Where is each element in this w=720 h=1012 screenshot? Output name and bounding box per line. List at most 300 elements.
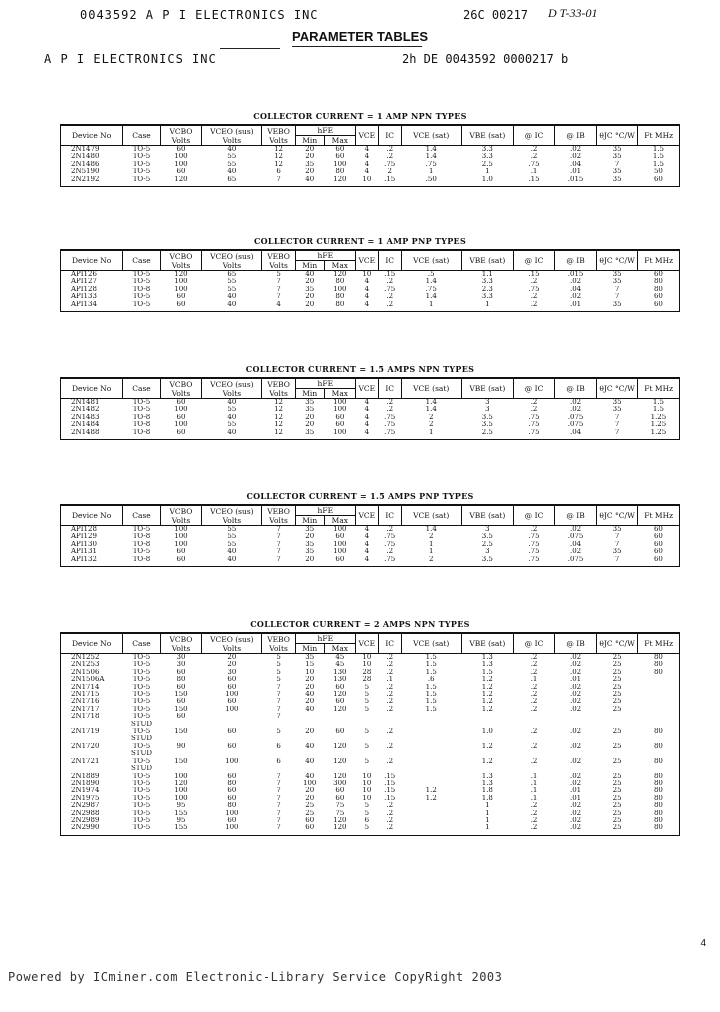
table-row — [61, 743, 680, 750]
cell-at_ib: .02 — [569, 728, 582, 736]
cell-theta: 25 — [612, 668, 622, 676]
cell-ft: 80 — [653, 742, 663, 750]
col-header-at_ic: @ IC — [513, 505, 555, 526]
cell-vcbo — [160, 721, 202, 728]
cell-ic: .75 — [384, 555, 396, 563]
cell-vceo: 60 — [227, 728, 237, 736]
cell-min: 20 — [305, 794, 315, 802]
cell-max — [324, 713, 355, 720]
cell-case: TO-5 — [132, 742, 151, 750]
cell-ft: 80 — [653, 661, 663, 669]
cell-max — [324, 721, 355, 728]
cell-at_ic: .2 — [530, 661, 538, 669]
cell-case: TO-5 — [132, 168, 151, 176]
table-row — [61, 684, 680, 691]
col-header-case: Case — [123, 505, 160, 526]
cell-vbesat: 1 — [485, 802, 490, 810]
cell-max: 130 — [333, 668, 347, 676]
cell-vceo — [202, 750, 262, 757]
cell-vcesat: 1 — [428, 300, 434, 308]
cell-vebo: 7 — [276, 698, 281, 706]
cell-vceo: 100 — [225, 824, 239, 832]
cell-vbesat: 1 — [485, 809, 490, 817]
cell-device: 2N1720 — [71, 742, 100, 750]
col-header-device: Device No — [61, 125, 123, 146]
cell-at_ib: .02 — [569, 683, 582, 691]
col-header-case: Case — [123, 633, 160, 654]
cell-theta: 35 — [612, 175, 622, 183]
cell-vebo: 5 — [276, 661, 281, 669]
header-date-stamp: D T-33-01 — [548, 6, 598, 20]
cell-vcesat — [401, 765, 461, 772]
cell-vebo: 7 — [276, 802, 281, 810]
col-header-at_ib: @ IB — [555, 633, 597, 654]
cell-case: TO-8 — [132, 428, 151, 436]
col-header-max: Max — [324, 516, 355, 526]
table-row — [61, 406, 680, 413]
cell-device: 2N2988 — [71, 809, 100, 817]
cell-at_ic: .2 — [530, 824, 538, 832]
cell-ic: .75 — [384, 285, 396, 293]
cell-vcbo: 100 — [174, 540, 188, 548]
col-header-min: Min — [295, 389, 324, 399]
cell-min: 20 — [305, 153, 315, 161]
cell-min — [295, 750, 324, 757]
cell-vbesat: 3 — [485, 398, 490, 406]
cell-at_ib: .01 — [569, 787, 582, 795]
cell-ft: 60 — [653, 270, 663, 278]
cell-min: 40 — [305, 691, 315, 699]
cell-max: 80 — [335, 293, 345, 301]
cell-theta — [596, 713, 638, 720]
cell-vceo: 40 — [227, 398, 237, 406]
table-row — [61, 721, 680, 728]
cell-vcbo: 30 — [176, 661, 186, 669]
cell-vceo: 100 — [225, 757, 239, 765]
cell-vceo: 30 — [227, 668, 237, 676]
cell-vbesat: 1.2 — [481, 705, 493, 713]
cell-theta: 7 — [614, 421, 620, 429]
cell-at_ib: .02 — [569, 525, 582, 533]
table-row — [61, 271, 680, 279]
cell-vceo: 100 — [225, 809, 239, 817]
col-header-max: Max — [324, 389, 355, 399]
cell-vce: 5 — [364, 691, 370, 699]
cell-vce: 28 — [362, 676, 372, 684]
cell-vceo: 60 — [227, 676, 237, 684]
col-header-vbesat: VBE (sat) — [461, 250, 513, 271]
cell-ic: .2 — [386, 293, 394, 301]
cell-vcesat — [401, 824, 461, 831]
cell-at_ib: .04 — [569, 428, 582, 436]
col-header-theta: θJC °C/W — [596, 378, 638, 399]
cell-vebo: 7 — [276, 713, 281, 721]
table-row — [61, 293, 680, 300]
cell-vce: 10 — [362, 653, 372, 661]
cell-at_ic: .2 — [530, 398, 538, 406]
cell-vcesat: 1 — [428, 428, 434, 436]
table-row — [61, 676, 680, 683]
parameter-table — [60, 124, 680, 187]
table-row — [61, 429, 680, 436]
cell-vceo: 40 — [227, 428, 237, 436]
cell-ft: 60 — [653, 525, 663, 533]
col-header-device: Device No — [61, 633, 123, 654]
cell-device: 2N1484 — [71, 421, 100, 429]
cell-theta: 25 — [612, 787, 622, 795]
cell-vebo: 12 — [274, 398, 284, 406]
cell-max: 120 — [333, 691, 347, 699]
table-row — [61, 399, 680, 407]
cell-vcesat: 1.2 — [425, 794, 437, 802]
cell-vce: 10 — [362, 787, 372, 795]
cell-vebo: 12 — [274, 413, 284, 421]
cell-case: TO-5 — [132, 691, 151, 699]
cell-ft: 80 — [653, 668, 663, 676]
table-row — [61, 735, 680, 742]
cell-min: 35 — [305, 428, 315, 436]
cell-vcesat: 1.5 — [425, 705, 437, 713]
cell-vebo: 7 — [276, 683, 281, 691]
cell-device: 2N1889 — [71, 772, 100, 780]
col-header-vce: VCE — [355, 250, 378, 271]
cell-max: 120 — [333, 772, 347, 780]
cell-vebo: 12 — [274, 145, 284, 153]
cell-min: 20 — [305, 683, 315, 691]
cell-at_ic: .15 — [528, 270, 540, 278]
cell-theta: 25 — [612, 794, 622, 802]
cell-case: TO-5 — [132, 705, 151, 713]
cell-vcbo: 60 — [176, 398, 186, 406]
cell-vceo: 55 — [227, 160, 237, 168]
col-header-at_ib: @ IB — [555, 505, 597, 526]
cell-device: 2N2192 — [71, 175, 100, 183]
cell-vcesat — [401, 810, 461, 817]
cell-vcbo: 60 — [176, 413, 186, 421]
cell-vbesat: 3.3 — [481, 293, 493, 301]
cell-min — [295, 765, 324, 772]
col-header-at_ic: @ IC — [513, 378, 555, 399]
cell-ic: .75 — [384, 428, 396, 436]
cell-vcesat: 1.4 — [425, 145, 437, 153]
cell-device: 2N1486 — [71, 160, 100, 168]
cell-device: API134 — [71, 300, 97, 308]
cell-vbesat — [461, 713, 513, 720]
cell-case: TO-8 — [132, 540, 151, 548]
cell-vebo: 7 — [276, 816, 281, 824]
cell-vebo: 7 — [276, 794, 281, 802]
cell-vcesat — [401, 758, 461, 765]
cell-max: 100 — [333, 160, 347, 168]
cell-at_ic — [513, 750, 555, 757]
cell-vcesat: 1 — [428, 548, 434, 556]
cell-vceo: 55 — [227, 153, 237, 161]
cell-case: TO-5 — [132, 824, 151, 832]
cell-device: 2N2987 — [71, 802, 100, 810]
cell-at_ib — [555, 765, 597, 772]
cell-vbesat: 1 — [485, 168, 490, 176]
cell-case: TO-5 — [132, 653, 151, 661]
cell-ic: .75 — [384, 413, 396, 421]
cell-vbesat: 1.3 — [481, 779, 493, 787]
cell-max: 100 — [333, 398, 347, 406]
cell-vceo: 60 — [227, 772, 237, 780]
cell-device: 2N2989 — [71, 816, 100, 824]
cell-ic — [378, 713, 401, 720]
cell-ft — [638, 698, 680, 705]
cell-at_ic: .75 — [528, 413, 540, 421]
cell-device: 2N1253 — [71, 661, 100, 669]
col-header-vce: VCE — [355, 378, 378, 399]
cell-device: API127 — [71, 278, 97, 286]
cell-at_ib: .02 — [569, 293, 582, 301]
cell-vebo: 7 — [276, 278, 281, 286]
cell-vce: 5 — [364, 742, 370, 750]
cell-min: 20 — [305, 676, 315, 684]
cell-vebo: 7 — [276, 285, 281, 293]
cell-vce: 4 — [364, 160, 370, 168]
cell-ic: .15 — [384, 794, 396, 802]
col-header-vebo: VEBO Volts — [262, 633, 295, 654]
cell-at_ib: .04 — [569, 285, 582, 293]
table-row — [61, 706, 680, 713]
col-header-vebo: VEBO Volts — [262, 125, 295, 146]
cell-ft: 80 — [653, 809, 663, 817]
cell-min: 25 — [305, 802, 315, 810]
cell-vce: 4 — [364, 398, 370, 406]
cell-at_ib: .02 — [569, 802, 582, 810]
cell-vce: 4 — [364, 413, 370, 421]
cell-ic: .2 — [386, 728, 394, 736]
cell-ft — [638, 713, 680, 720]
cell-vcbo: 90 — [176, 742, 186, 750]
cell-device: 2N5190 — [71, 168, 100, 176]
cell-vebo: 5 — [276, 653, 281, 661]
cell-min: 35 — [305, 285, 315, 293]
col-header-device: Device No — [61, 378, 123, 399]
cell-vcbo — [160, 735, 202, 742]
cell-ic: .2 — [386, 398, 394, 406]
cell-vceo: 100 — [225, 705, 239, 713]
cell-case: TO-5 — [132, 153, 151, 161]
cell-theta: 7 — [614, 555, 620, 563]
cell-vebo: 12 — [274, 153, 284, 161]
cell-vbesat: 1.1 — [481, 270, 493, 278]
cell-device — [61, 721, 123, 728]
col-header-vce: VCE — [355, 505, 378, 526]
cell-at_ic: .75 — [528, 421, 540, 429]
cell-vceo: 55 — [227, 421, 237, 429]
cell-at_ib: .02 — [569, 153, 582, 161]
cell-device: API126 — [71, 270, 97, 278]
cell-vbesat: 1.3 — [481, 661, 493, 669]
cell-ft: 80 — [653, 278, 663, 286]
cell-vcesat: 1.4 — [425, 293, 437, 301]
cell-vce: 10 — [362, 794, 372, 802]
col-header-device: Device No — [61, 505, 123, 526]
section-title: COLLECTOR CURRENT = 2 AMPS NPN TYPES — [250, 619, 470, 629]
cell-ic: .2 — [386, 525, 394, 533]
cell-min: 40 — [305, 742, 315, 750]
cell-max: 80 — [335, 168, 345, 176]
cell-at_ib: .02 — [569, 691, 582, 699]
section-title: COLLECTOR CURRENT = 1 AMP NPN TYPES — [253, 111, 467, 121]
cell-device: API128 — [71, 525, 97, 533]
cell-vcbo: 155 — [174, 824, 188, 832]
cell-vce: 4 — [364, 525, 370, 533]
cell-max — [324, 735, 355, 742]
cell-ft: 80 — [653, 802, 663, 810]
cell-vcbo: 150 — [174, 691, 188, 699]
cell-case: TO-5 — [132, 757, 151, 765]
cell-ic: .2 — [386, 406, 394, 414]
cell-vebo: 6 — [276, 742, 281, 750]
cell-ic: .2 — [386, 816, 394, 824]
table-row — [61, 526, 680, 534]
cell-vcesat: 1.5 — [425, 698, 437, 706]
cell-vcesat — [401, 735, 461, 742]
cell-at_ic: .2 — [530, 698, 538, 706]
cell-vcbo: 60 — [176, 145, 186, 153]
cell-device — [61, 735, 123, 742]
cell-ic: .15 — [384, 175, 396, 183]
cell-ft — [638, 706, 680, 713]
cell-case: TO-5 — [132, 300, 151, 308]
cell-ft: 1.25 — [650, 421, 667, 429]
cell-at_ib: .015 — [567, 175, 584, 183]
cell-vbesat: 2.3 — [481, 285, 493, 293]
cell-device: 2N1716 — [71, 698, 100, 706]
cell-ic — [378, 765, 401, 772]
table-row — [61, 795, 680, 802]
cell-vceo: 40 — [227, 555, 237, 563]
cell-vbesat — [461, 765, 513, 772]
cell-vcesat: 2 — [428, 555, 434, 563]
cell-vcesat: 2 — [428, 533, 434, 541]
cell-ft: 1.25 — [650, 413, 667, 421]
col-header-vcesat: VCE (sat) — [401, 250, 461, 271]
cell-vcesat — [401, 743, 461, 750]
cell-vebo: 4 — [276, 300, 281, 308]
cell-ic: .2 — [386, 705, 394, 713]
cell-vcesat — [401, 721, 461, 728]
cell-at_ic: .2 — [530, 816, 538, 824]
cell-ft: 80 — [653, 787, 663, 795]
cell-device: 2N2990 — [71, 824, 100, 832]
cell-vcesat: 1 — [428, 540, 434, 548]
cell-vce: 4 — [364, 153, 370, 161]
cell-vcbo: 100 — [174, 153, 188, 161]
cell-at_ib: .02 — [569, 779, 582, 787]
cell-min: 20 — [305, 728, 315, 736]
cell-at_ic: .1 — [530, 794, 538, 802]
cell-case: TO-5 — [132, 676, 151, 684]
col-header-theta: θJC °C/W — [596, 505, 638, 526]
cell-case: TO-8 — [132, 413, 151, 421]
cell-vcbo: 60 — [176, 293, 186, 301]
cell-vbesat — [461, 750, 513, 757]
cell-min: 100 — [303, 779, 317, 787]
cell-at_ib: .02 — [569, 145, 582, 153]
cell-vceo: 40 — [227, 413, 237, 421]
cell-ic: .75 — [384, 160, 396, 168]
cell-vceo: 55 — [227, 533, 237, 541]
cell-device: 2N1506 — [71, 668, 100, 676]
cell-vcesat: 1.4 — [425, 153, 437, 161]
table-row — [61, 421, 680, 428]
cell-theta: 25 — [612, 757, 622, 765]
cell-vebo: 7 — [276, 548, 281, 556]
cell-vbesat: 1.8 — [481, 787, 493, 795]
col-header-max: Max — [324, 136, 355, 146]
cell-ft: 60 — [653, 175, 663, 183]
cell-vcesat: .6 — [427, 676, 435, 684]
cell-at_ic: .2 — [530, 705, 538, 713]
cell-vebo: 5 — [276, 676, 281, 684]
cell-max: 100 — [333, 540, 347, 548]
cell-device — [61, 765, 123, 772]
cell-at_ib: .02 — [569, 398, 582, 406]
table-row — [61, 153, 680, 160]
cell-vceo: 40 — [227, 300, 237, 308]
cell-vcbo — [160, 765, 202, 772]
cell-vbesat: 3.3 — [481, 145, 493, 153]
cell-vce: 4 — [364, 145, 370, 153]
cell-vcbo: 60 — [176, 683, 186, 691]
cell-max: 120 — [333, 742, 347, 750]
cell-at_ic: .2 — [530, 406, 538, 414]
cell-max: 60 — [335, 794, 345, 802]
table-row — [61, 533, 680, 540]
cell-vce: 5 — [364, 683, 370, 691]
header-line2-right: 2h DE 0043592 0000217 b — [402, 52, 569, 66]
cell-case: TO-5 — [132, 787, 151, 795]
cell-at_ib: .01 — [569, 794, 582, 802]
cell-at_ib: .02 — [569, 698, 582, 706]
cell-ft — [638, 684, 680, 691]
cell-min: 25 — [305, 809, 315, 817]
cell-case: TO-8 — [132, 533, 151, 541]
cell-device: 2N1480 — [71, 153, 100, 161]
table-row — [61, 548, 680, 555]
cell-vbesat: 1.2 — [481, 676, 493, 684]
cell-vcesat: .75 — [425, 160, 437, 168]
cell-device: 2N1506A — [71, 676, 105, 684]
col-header-min: Min — [295, 261, 324, 271]
cell-at_ib: .02 — [569, 824, 582, 832]
table-row — [61, 146, 680, 154]
cell-vebo — [262, 735, 295, 742]
col-header-at_ic: @ IC — [513, 250, 555, 271]
cell-ft: 60 — [653, 300, 663, 308]
cell-vce: 4 — [364, 168, 370, 176]
cell-case: TO-5 — [132, 772, 151, 780]
cell-vcbo: 60 — [176, 300, 186, 308]
cell-min: 40 — [305, 175, 315, 183]
table-row — [61, 556, 680, 563]
cell-vce: 10 — [362, 661, 372, 669]
cell-min: 35 — [305, 653, 315, 661]
cell-device: API128 — [71, 285, 97, 293]
table-row — [61, 176, 680, 183]
cell-theta: 7 — [614, 533, 620, 541]
cell-ic: .2 — [386, 683, 394, 691]
cell-ft: 1.5 — [652, 398, 664, 406]
col-header-vbesat: VBE (sat) — [461, 633, 513, 654]
cell-vceo: 80 — [227, 802, 237, 810]
cell-max: 100 — [333, 548, 347, 556]
cell-vceo: 60 — [227, 787, 237, 795]
